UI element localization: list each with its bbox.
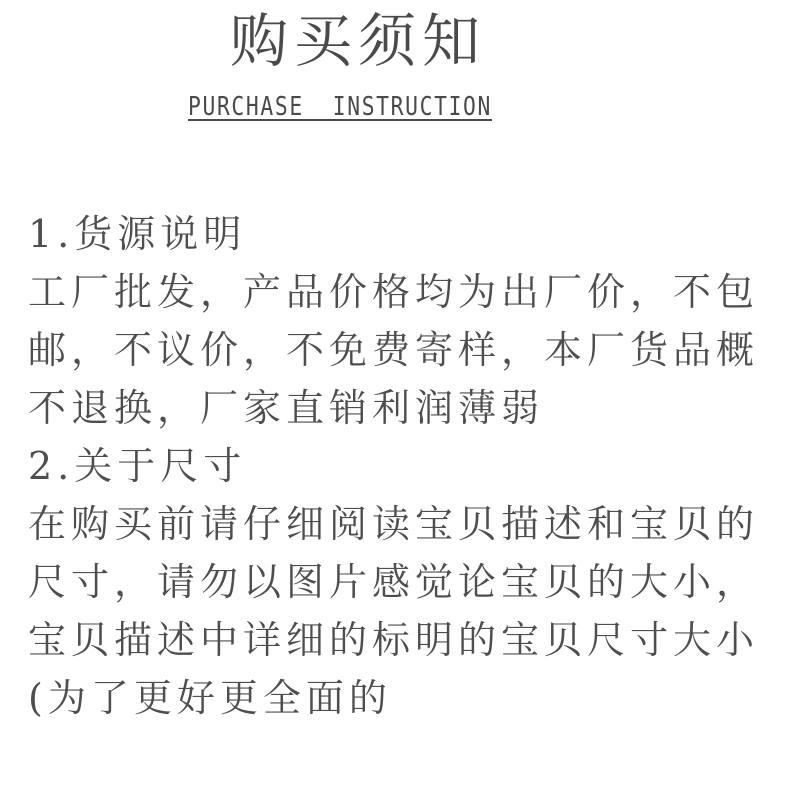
page-title: 购买须知 — [230, 7, 487, 75]
section-heading-size: 2.关于尺寸 — [28, 444, 247, 488]
section-text-source: 工厂批发，产品价格均为出厂价，不包邮，不议价，不免费寄样，本厂货品概不退换，厂家直销利润薄弱 — [28, 270, 760, 430]
page-subtitle: PURCHASE INSTRUCTION — [188, 92, 493, 122]
section-text-size: 在购买前请仔细阅读宝贝描述和宝贝的尺寸，请勿以图片感觉论宝贝的大小，宝贝描述中详细的标明的宝贝尺寸大小(为了更好更全面的 — [28, 502, 760, 720]
section-heading-source: 1.货源说明 — [28, 212, 247, 256]
instruction-body — [28, 205, 788, 727]
